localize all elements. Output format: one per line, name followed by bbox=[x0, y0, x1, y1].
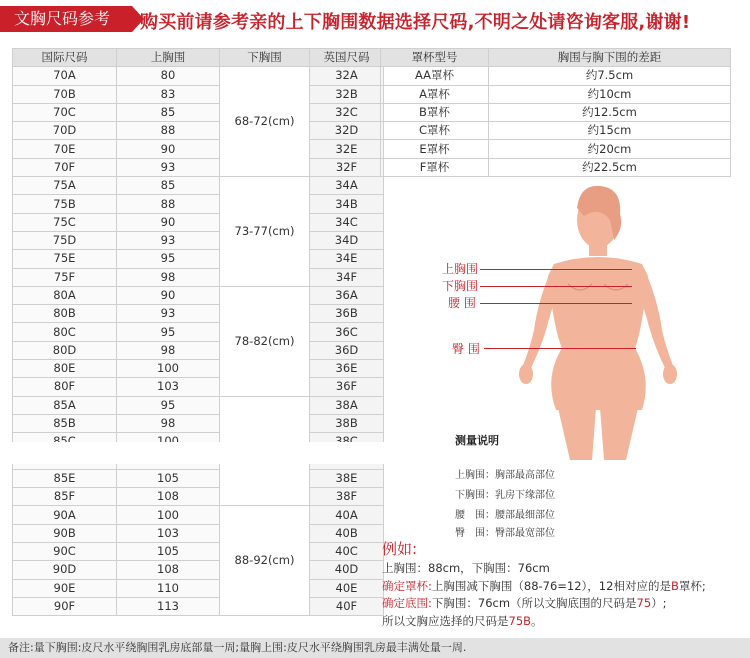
uk-size-cell: 36D bbox=[310, 341, 384, 359]
uk-size-cell: 36F bbox=[310, 378, 384, 396]
size-row bbox=[13, 378, 384, 396]
upper-bust-cell: 105 bbox=[117, 543, 220, 561]
uk-size-cell: 34D bbox=[310, 231, 384, 249]
footer-note: 备注:量下胸围:皮尺水平绕胸围乳房底部量一周;量胸上围:皮尺水平绕胸围乳房最丰满处量一周. bbox=[0, 638, 750, 658]
cup-table-header bbox=[381, 49, 731, 67]
example-cup-result: B bbox=[670, 578, 679, 593]
uk-size-cell: 40F bbox=[310, 597, 384, 615]
upper-bust-cell: 93 bbox=[117, 158, 220, 176]
intl-size-cell: 80F bbox=[13, 378, 117, 396]
label-hip: 臀 围 bbox=[452, 342, 480, 356]
cup-diff-cell: 约20cm bbox=[489, 140, 731, 158]
header-upper-bust: 上胸围 bbox=[117, 49, 220, 67]
size-row bbox=[13, 195, 384, 213]
header-uk-size: 英国尺码 bbox=[310, 49, 384, 67]
size-row bbox=[13, 561, 384, 579]
intl-size-cell: 80C bbox=[13, 323, 117, 341]
uk-size-cell: 36C bbox=[310, 323, 384, 341]
upper-bust-cell: 80 bbox=[117, 67, 220, 85]
size-table-body bbox=[13, 67, 384, 616]
upper-bust-cell: 98 bbox=[117, 341, 220, 359]
cup-row bbox=[381, 122, 731, 140]
example-cup-suffix: 罩杯; bbox=[678, 578, 706, 593]
uk-size-cell: 34E bbox=[310, 250, 384, 268]
upper-bust-cell: 108 bbox=[117, 561, 220, 579]
upper-bust-cell: 95 bbox=[117, 250, 220, 268]
upper-bust-cell: 85 bbox=[117, 103, 220, 121]
intl-size-cell: 90D bbox=[13, 561, 117, 579]
upper-bust-cell: 90 bbox=[117, 213, 220, 231]
intl-size-cell: 90C bbox=[13, 543, 117, 561]
upper-bust-cell: 90 bbox=[117, 140, 220, 158]
header-cup-type: 罩杯型号 bbox=[381, 49, 489, 67]
uk-size-cell: 34A bbox=[310, 177, 384, 195]
cup-diff-cell: 约22.5cm bbox=[489, 158, 731, 176]
upper-bust-cell: 95 bbox=[117, 323, 220, 341]
upper-bust-cell: 100 bbox=[117, 506, 220, 524]
headline: 购买前请参考亲的上下胸围数据选择尺码,不明之处请咨询客服,谢谢! bbox=[140, 12, 691, 33]
uk-size-cell: 38F bbox=[310, 488, 384, 506]
example-final-suffix: 。 bbox=[531, 613, 543, 628]
intl-size-cell: 75C bbox=[13, 213, 117, 231]
cup-row bbox=[381, 103, 731, 121]
size-row bbox=[13, 158, 384, 176]
size-table bbox=[12, 48, 384, 616]
legend-row-under: 下胸围：乳房下缘部位 bbox=[455, 490, 555, 501]
body-figure-area bbox=[380, 180, 730, 460]
example-line-band bbox=[382, 595, 742, 613]
line-upper-bust bbox=[480, 269, 632, 270]
uk-size-cell: 32E bbox=[310, 140, 384, 158]
upper-bust-cell: 103 bbox=[117, 524, 220, 542]
cup-type-cell: B罩杯 bbox=[381, 103, 489, 121]
cup-table bbox=[380, 48, 731, 177]
uk-size-cell: 40D bbox=[310, 561, 384, 579]
uk-size-cell: 32F bbox=[310, 158, 384, 176]
legend-row-hip: 臀 围：臀部最宽部位 bbox=[455, 528, 555, 539]
intl-size-cell: 70B bbox=[13, 85, 117, 103]
intl-size-cell: 85E bbox=[13, 469, 117, 487]
example-line-cup bbox=[382, 578, 742, 596]
cup-table-body bbox=[381, 67, 731, 177]
section-tag: 文胸尺码参考 bbox=[0, 6, 132, 32]
upper-bust-cell: 93 bbox=[117, 305, 220, 323]
cup-row bbox=[381, 67, 731, 85]
example-final-result: 75B bbox=[508, 613, 532, 628]
label-under-bust: 下胸围 bbox=[442, 279, 479, 293]
upper-bust-cell: 90 bbox=[117, 286, 220, 304]
uk-size-cell: 32A bbox=[310, 67, 384, 85]
label-upper-bust: 上胸围 bbox=[442, 262, 479, 276]
intl-size-cell: 70A bbox=[13, 67, 117, 85]
intl-size-cell: 70C bbox=[13, 103, 117, 121]
upper-bust-cell: 93 bbox=[117, 231, 220, 249]
body-silhouette-icon bbox=[380, 180, 730, 460]
uk-size-cell: 38A bbox=[310, 396, 384, 414]
size-row bbox=[13, 323, 384, 341]
uk-size-cell: 32B bbox=[310, 85, 384, 103]
example-band-result: 75 bbox=[636, 596, 652, 610]
header-intl-size: 国际尺码 bbox=[13, 49, 117, 67]
uk-size-cell: 38E bbox=[310, 469, 384, 487]
example-final-text: 所以文胸应选择的尺码是 bbox=[382, 613, 509, 628]
uk-size-cell: 40A bbox=[310, 506, 384, 524]
intl-size-cell: 80E bbox=[13, 360, 117, 378]
line-under-bust bbox=[480, 286, 632, 287]
size-row bbox=[13, 543, 384, 561]
intl-size-cell: 80D bbox=[13, 341, 117, 359]
cup-type-cell: C罩杯 bbox=[381, 122, 489, 140]
example-line-final bbox=[382, 613, 742, 631]
legend-row-upper: 上胸围：胸部最高部位 bbox=[455, 470, 555, 481]
example-box bbox=[382, 540, 742, 630]
upper-bust-cell: 88 bbox=[117, 195, 220, 213]
uk-size-cell: 40B bbox=[310, 524, 384, 542]
size-row bbox=[13, 524, 384, 542]
uk-size-cell: 32D bbox=[310, 122, 384, 140]
size-row bbox=[13, 414, 384, 432]
intl-size-cell: 85B bbox=[13, 414, 117, 432]
size-row bbox=[13, 67, 384, 85]
uk-size-cell: 32C bbox=[310, 103, 384, 121]
intl-size-cell: 70D bbox=[13, 122, 117, 140]
cup-diff-cell: 约12.5cm bbox=[489, 103, 731, 121]
example-line-measure: 上胸围：88cm，下胸围：76cm bbox=[382, 561, 550, 575]
example-band-suffix: ）; bbox=[651, 596, 667, 610]
intl-size-cell: 90A bbox=[13, 506, 117, 524]
size-row bbox=[13, 268, 384, 286]
size-row bbox=[13, 305, 384, 323]
size-table-header bbox=[13, 49, 384, 67]
size-row bbox=[13, 341, 384, 359]
upper-bust-cell: 108 bbox=[117, 488, 220, 506]
cup-row bbox=[381, 85, 731, 103]
intl-size-cell: 90F bbox=[13, 597, 117, 615]
size-row bbox=[13, 103, 384, 121]
upper-bust-cell: 113 bbox=[117, 597, 220, 615]
example-cup-text: 上胸围减下胸围（88-76=12），12相对应的是 bbox=[431, 578, 671, 593]
cup-type-cell: F罩杯 bbox=[381, 158, 489, 176]
size-row bbox=[13, 506, 384, 524]
size-row bbox=[13, 177, 384, 195]
example-band-text: 下胸围：76cm（所以文胸底围的尺码是 bbox=[431, 596, 637, 610]
size-row bbox=[13, 286, 384, 304]
cup-diff-cell: 约7.5cm bbox=[489, 67, 731, 85]
uk-size-cell: 40C bbox=[310, 543, 384, 561]
line-hip bbox=[484, 348, 636, 349]
size-row bbox=[13, 213, 384, 231]
header-under-bust: 下胸围 bbox=[220, 49, 310, 67]
intl-size-cell: 70F bbox=[13, 158, 117, 176]
intl-size-cell: 90B bbox=[13, 524, 117, 542]
uk-size-cell: 36E bbox=[310, 360, 384, 378]
uk-size-cell: 40E bbox=[310, 579, 384, 597]
cup-type-cell: A罩杯 bbox=[381, 85, 489, 103]
uk-size-cell: 36B bbox=[310, 305, 384, 323]
upper-bust-cell: 100 bbox=[117, 360, 220, 378]
size-row bbox=[13, 488, 384, 506]
page-header bbox=[0, 0, 750, 42]
header-cup-diff: 胸围与胸下围的差距 bbox=[489, 49, 731, 67]
upper-bust-cell: 103 bbox=[117, 378, 220, 396]
intl-size-cell: 75D bbox=[13, 231, 117, 249]
intl-size-cell: 75B bbox=[13, 195, 117, 213]
legend-row-waist: 腰 围：腰部最细部位 bbox=[455, 510, 555, 521]
cup-diff-cell: 约15cm bbox=[489, 122, 731, 140]
intl-size-cell: 90E bbox=[13, 579, 117, 597]
intl-size-cell: 85F bbox=[13, 488, 117, 506]
upper-bust-cell: 83 bbox=[117, 85, 220, 103]
intl-size-cell: 80A bbox=[13, 286, 117, 304]
size-row bbox=[13, 469, 384, 487]
upper-bust-cell: 105 bbox=[117, 469, 220, 487]
cup-type-cell: AA罩杯 bbox=[381, 67, 489, 85]
intl-size-cell: 75E bbox=[13, 250, 117, 268]
example-title: 例如: bbox=[382, 540, 418, 558]
intl-size-cell: 75F bbox=[13, 268, 117, 286]
size-row bbox=[13, 231, 384, 249]
under-bust-cell: 88-92(cm) bbox=[220, 506, 310, 616]
cup-type-cell: E罩杯 bbox=[381, 140, 489, 158]
legend-title: 测量说明 bbox=[455, 434, 499, 447]
upper-bust-cell: 110 bbox=[117, 579, 220, 597]
size-row bbox=[13, 85, 384, 103]
intl-size-cell: 70E bbox=[13, 140, 117, 158]
upper-bust-cell: 88 bbox=[117, 122, 220, 140]
size-row bbox=[13, 250, 384, 268]
size-row bbox=[13, 122, 384, 140]
under-bust-cell: 73-77(cm) bbox=[220, 177, 310, 287]
uk-size-cell: 34C bbox=[310, 213, 384, 231]
size-row bbox=[13, 396, 384, 414]
cup-row bbox=[381, 158, 731, 176]
uk-size-cell: 38B bbox=[310, 414, 384, 432]
example-band-label: 确定底围: bbox=[382, 596, 432, 610]
upper-bust-cell: 95 bbox=[117, 396, 220, 414]
uk-size-cell: 36A bbox=[310, 286, 384, 304]
under-bust-cell: 78-82(cm) bbox=[220, 286, 310, 396]
size-row bbox=[13, 597, 384, 615]
uk-size-cell: 34F bbox=[310, 268, 384, 286]
cup-row bbox=[381, 140, 731, 158]
intl-size-cell: 85A bbox=[13, 396, 117, 414]
upper-bust-cell: 98 bbox=[117, 268, 220, 286]
label-waist: 腰 围 bbox=[448, 296, 476, 310]
under-bust-cell: 68-72(cm) bbox=[220, 67, 310, 177]
intl-size-cell: 75A bbox=[13, 177, 117, 195]
size-row bbox=[13, 140, 384, 158]
uk-size-cell: 34B bbox=[310, 195, 384, 213]
upper-bust-cell: 98 bbox=[117, 414, 220, 432]
size-row bbox=[13, 360, 384, 378]
upper-bust-cell: 85 bbox=[117, 177, 220, 195]
size-row bbox=[13, 579, 384, 597]
example-cup-label: 确定罩杯: bbox=[382, 578, 432, 593]
cup-diff-cell: 约10cm bbox=[489, 85, 731, 103]
line-waist bbox=[480, 303, 632, 304]
intl-size-cell: 80B bbox=[13, 305, 117, 323]
